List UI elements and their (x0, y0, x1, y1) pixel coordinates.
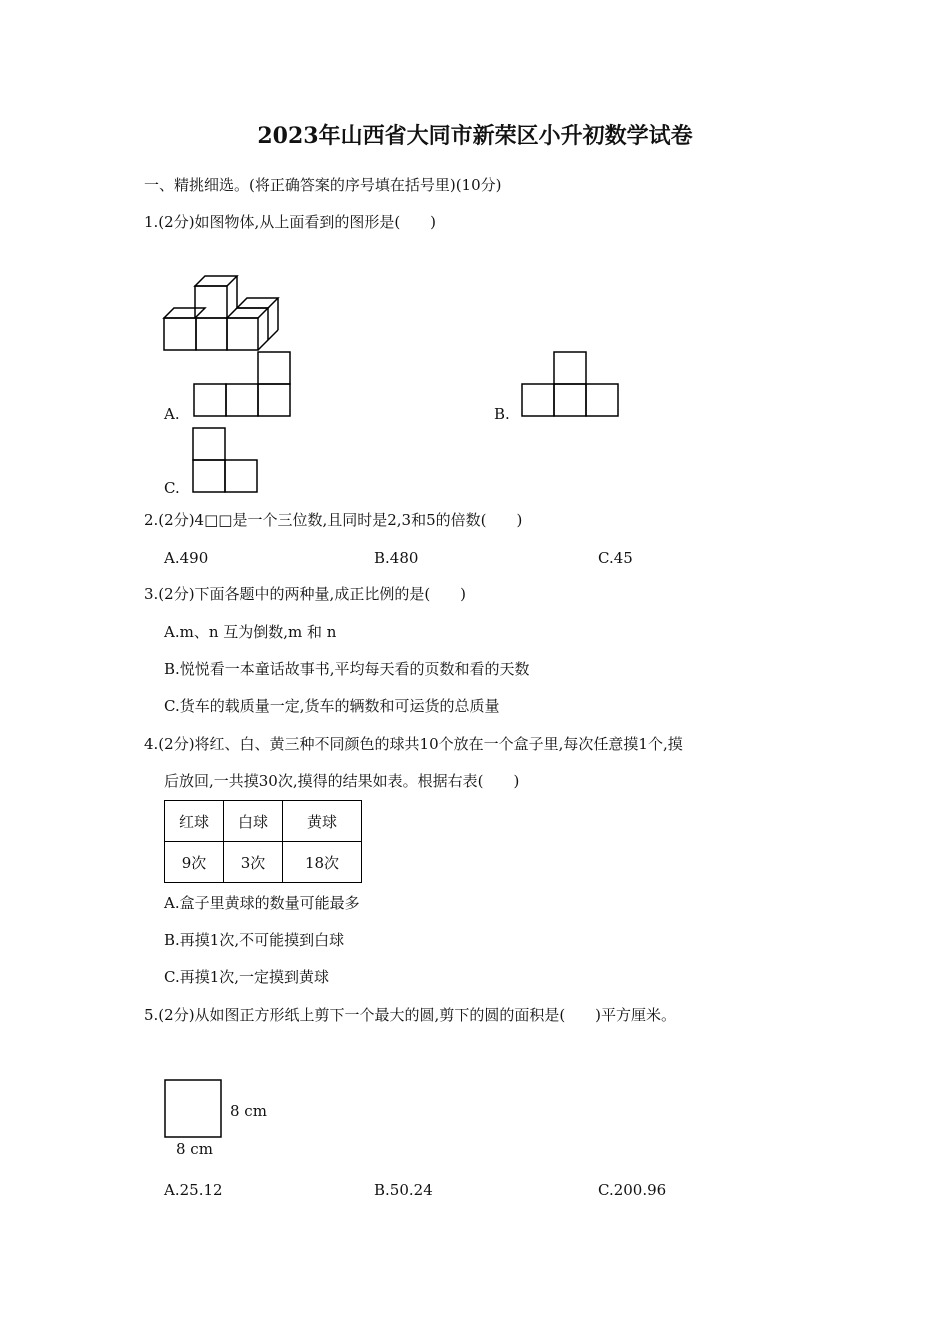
question-3-option-c[interactable]: C.货车的载质量一定,货车的辆数和可运货的总质量 (164, 697, 500, 715)
question-3-option-a[interactable]: A.m、n 互为倒数,m 和 n (164, 623, 337, 641)
table-cell: 9次 (165, 842, 224, 883)
question-4-option-b[interactable]: B.再摸1次,不可能摸到白球 (164, 931, 345, 949)
question-1-stem: 1.(2分)如图物体,从上面看到的图形是( ) (144, 213, 437, 231)
table-header-cell: 红球 (165, 801, 224, 842)
question-4-option-c[interactable]: C.再摸1次,一定摸到黄球 (164, 968, 330, 986)
question-3-option-b[interactable]: B.悦悦看一本童话故事书,平均每天看的页数和看的天数 (164, 660, 530, 678)
question-5-bottom-label: 8 cm (176, 1140, 213, 1158)
question-5-option-b[interactable]: B.50.24 (374, 1181, 433, 1199)
question-5-side-label: 8 cm (230, 1102, 267, 1120)
table-header-cell: 白球 (224, 801, 283, 842)
question-4-stem-line-1: 4.(2分)将红、白、黄三种不同颜色的球共10个放在一个盒子里,每次任意摸1个,摸 (144, 735, 683, 753)
table-cell: 3次 (224, 842, 283, 883)
question-2-option-b[interactable]: B.480 (374, 549, 419, 567)
question-5-stem: 5.(2分)从如图正方形纸上剪下一个最大的圆,剪下的圆的面积是( )平方厘米。 (144, 1006, 677, 1024)
page-title: 2023年山西省大同市新荣区小升初数学试卷 (257, 123, 693, 149)
table-cell: 18次 (283, 842, 362, 883)
question-4-stem-line-2: 后放回,一共摸30次,摸得的结果如表。根据右表( ) (164, 772, 520, 790)
question-2-stem: 2.(2分)4□□是一个三位数,且同时是2,3和5的倍数( ) (144, 511, 523, 529)
question-2-option-a[interactable]: A.490 (164, 549, 209, 567)
table-header-cell: 黄球 (283, 801, 362, 842)
question-1-option-a-label[interactable]: A. (164, 405, 180, 423)
question-1-option-c-label[interactable]: C. (164, 479, 180, 497)
question-1-option-b-label[interactable]: B. (494, 405, 510, 423)
question-4-option-a[interactable]: A.盒子里黄球的数量可能最多 (164, 894, 360, 912)
question-5-option-a[interactable]: A.25.12 (164, 1181, 223, 1199)
question-3-stem: 3.(2分)下面各题中的两种量,成正比例的是( ) (144, 585, 467, 603)
question-2-option-c[interactable]: C.45 (598, 549, 633, 567)
question-5-option-c[interactable]: C.200.96 (598, 1181, 667, 1199)
section-heading: 一、精挑细选。(将正确答案的序号填在括号里)(10分) (144, 176, 502, 194)
